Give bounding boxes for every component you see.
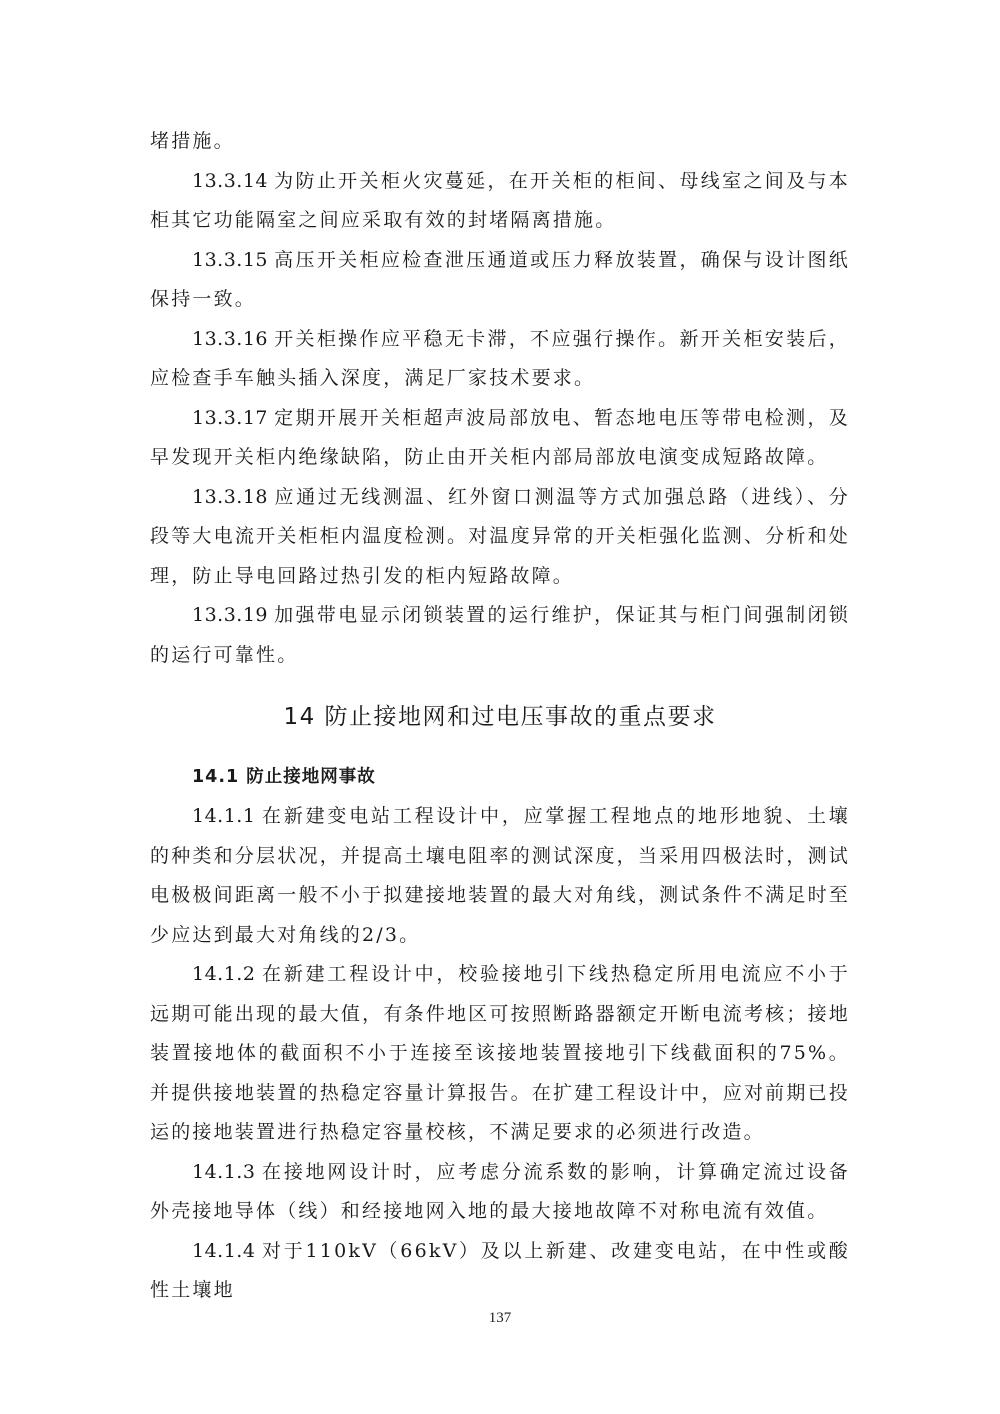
paragraph xyxy=(150,162,850,241)
paragraph-text: 在新建工程设计中，校验接地引下线热稳定所用电流应不小于远期可能出现的最大值，有条件地区可按照断路器额定开断电流考核；接地装置接地体的截面积不小于连接至该接地装置接地引下线截面积的75%。并提供接地装置的热稳定容量计算报告。在扩建工程设计中，应对前期已投运的接地装置进行热稳定容量校核，不满足要求的必须进行改造。 xyxy=(150,963,850,1143)
clause-number: 14.1.4 xyxy=(192,1239,256,1262)
paragraphs-bottom xyxy=(150,797,850,1311)
paragraph-text: 定期开展开关柜超声波局部放电、暂态地电压等带电检测，及早发现开关柜内绝缘缺陷，防止由开关柜内部局部放电演变成短路故障。 xyxy=(150,406,850,468)
clause-number: 14.1.2 xyxy=(192,963,256,985)
section-title: 14.1 防止接地网事故 xyxy=(192,767,376,787)
paragraph-text: 为防止开关柜火灾蔓延，在开关柜的柜间、母线室之间及与本柜其它功能隔室之间应采取有效的封堵隔离措施。 xyxy=(150,169,850,231)
clause-number: 14.1.1 xyxy=(192,805,256,827)
paragraph-text: 在接地网设计时，应考虑分流系数的影响，计算确定流过设备外壳接地导体（线）和经接地网入地的最大接地故障不对称电流有效值。 xyxy=(150,1160,850,1222)
clause-number: 13.3.17 xyxy=(192,406,269,429)
clause-number: 13.3.15 xyxy=(192,248,269,271)
paragraph xyxy=(150,955,850,1153)
paragraph-text: 在新建变电站工程设计中，应掌握工程地点的地形地貌、土壤的种类和分层状况，并提高土壤电阻率的测试深度，当采用四极法时，测试电极极间距离一般不小于拟建接地装置的最大对角线，测试条件不满足时至少应达到最大对角线的2/3。 xyxy=(150,805,850,946)
paragraph-text: 加强带电显示闭锁装置的运行维护，保证其与柜门间强制闭锁的运行可靠性。 xyxy=(150,604,850,666)
clause-number: 13.3.16 xyxy=(192,327,269,350)
paragraph-text: 高压开关柜应检查泄压通道或压力释放装置，确保与设计图纸保持一致。 xyxy=(150,248,850,310)
paragraph xyxy=(150,399,850,478)
paragraph-text: 应通过无线测温、红外窗口测温等方式加强总路（进线）、分段等大电流开关柜柜内温度检测。对温度异常的开关柜强化监测、分析和处理，防止导电回路过热引发的柜内短路故障。 xyxy=(150,485,850,587)
paragraph xyxy=(150,797,850,955)
chapter-title: 14 防止接地网和过电压事故的重点要求 xyxy=(283,704,717,730)
clause-number: 14.1.3 xyxy=(192,1160,256,1183)
paragraph-text: 堵措施。 xyxy=(150,130,235,152)
paragraph xyxy=(150,596,850,675)
paragraph xyxy=(150,122,850,162)
paragraph xyxy=(150,478,850,597)
paragraph xyxy=(150,241,850,320)
paragraph-text: 开关柜操作应平稳无卡滞，不应强行操作。新开关柜安装后，应检查手车触头插入深度，满足厂家技术要求。 xyxy=(150,327,850,389)
clause-number: 13.3.14 xyxy=(192,169,269,192)
clause-number: 13.3.19 xyxy=(192,604,269,626)
paragraph xyxy=(150,1232,850,1311)
paragraphs-top xyxy=(150,122,850,675)
clause-number: 13.3.18 xyxy=(192,485,269,508)
paragraph-text: 对于110kV（66kV）及以上新建、改建变电站，在中性或酸性土壤地 xyxy=(150,1239,850,1301)
page-number: 137 xyxy=(488,1310,512,1326)
paragraph xyxy=(150,1153,850,1232)
paragraph xyxy=(150,320,850,399)
document-body xyxy=(150,122,850,1311)
